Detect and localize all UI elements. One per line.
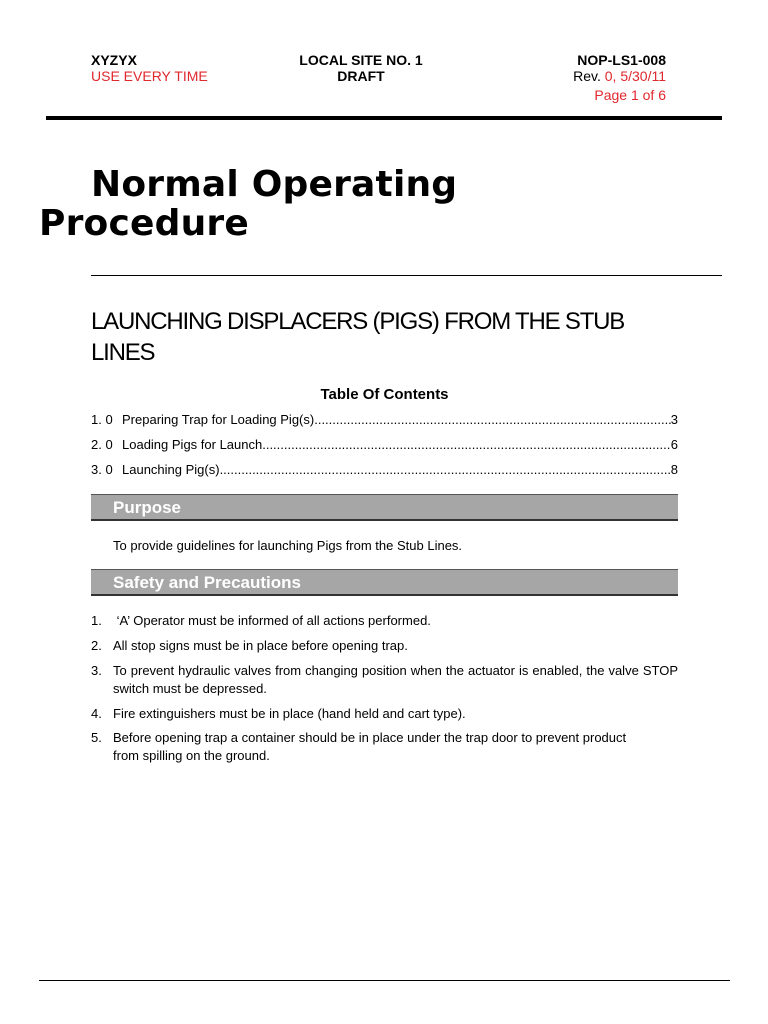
toc-entry-text: Preparing Trap for Loading Pig(s) [122, 412, 315, 427]
toc-entry-page: 3 [670, 412, 678, 427]
title-divider [91, 275, 722, 276]
list-item-text: Before opening trap a container should be in place under the trap door to prevent product from spilling on the ground. [113, 730, 627, 763]
safety-list-item [91, 729, 631, 765]
safety-section-bar [91, 569, 678, 596]
header-divider [46, 116, 722, 120]
revision-date: 5/30/11 [620, 68, 666, 84]
toc-entry-number: 1. 0 [91, 412, 113, 427]
document-status: DRAFT [337, 68, 385, 84]
site-name: LOCAL SITE NO. 1 [299, 52, 423, 68]
purpose-text: To provide guidelines for launching Pigs from the Stub Lines. [113, 538, 463, 553]
safety-list-item [91, 705, 678, 723]
toc-entry[interactable] [91, 411, 678, 429]
toc-leader-dots [220, 461, 671, 479]
list-item-text: ‘A’ Operator must be informed of all actions performed. [113, 613, 431, 628]
list-item-number: 5. [91, 730, 102, 745]
revision-line [573, 67, 666, 85]
list-item-number: 1. [91, 613, 102, 628]
list-item-number: 4. [91, 706, 102, 721]
footer-divider [39, 980, 730, 981]
list-item-text: To prevent hydraulic valves from changing position when the actuator is enabled, the valve STOP switch must be depressed. [113, 663, 678, 696]
toc-entry[interactable] [91, 461, 678, 479]
toc-entry-text: Launching Pig(s) [122, 462, 220, 477]
toc-entry-number: 2. 0 [91, 437, 113, 452]
toc-entry-number: 3. 0 [91, 462, 113, 477]
page-info: Page 1 of 6 [594, 87, 666, 103]
list-item-number: 2. [91, 638, 102, 653]
safety-heading: Safety and Precautions [113, 573, 302, 592]
company-name: XYZYX [91, 52, 137, 68]
list-item-text: Fire extinguishers must be in place (hand held and cart type). [113, 706, 466, 721]
title-line-2: Procedure [39, 203, 249, 244]
safety-list-item [91, 637, 678, 655]
toc-entry-text: Loading Pigs for Launch [122, 437, 263, 452]
use-note: USE EVERY TIME [91, 68, 208, 84]
toc-leader-dots [262, 436, 671, 454]
list-item-number: 3. [91, 663, 102, 678]
purpose-section-bar [91, 494, 678, 521]
toc-entry-page: 8 [670, 462, 678, 477]
title-line-1: Normal Operating [91, 164, 458, 205]
list-item-text: All stop signs must be in place before opening trap. [113, 638, 408, 653]
revision-number: 0 [604, 68, 613, 84]
toc-entry-page: 6 [670, 437, 678, 452]
purpose-heading: Purpose [113, 498, 182, 517]
revision-separator: , [612, 68, 621, 84]
safety-list-item [91, 612, 678, 630]
toc-leader-dots [314, 411, 671, 429]
safety-list-item [91, 662, 678, 698]
document-id: NOP-LS1-008 [577, 52, 666, 68]
revision-label: Rev. [573, 68, 605, 84]
toc-entry[interactable] [91, 436, 678, 454]
document-heading: LAUNCHING DISPLACERS (PIGS) FROM THE STUB LINES [91, 308, 625, 366]
toc-title: Table Of Contents [320, 386, 449, 403]
